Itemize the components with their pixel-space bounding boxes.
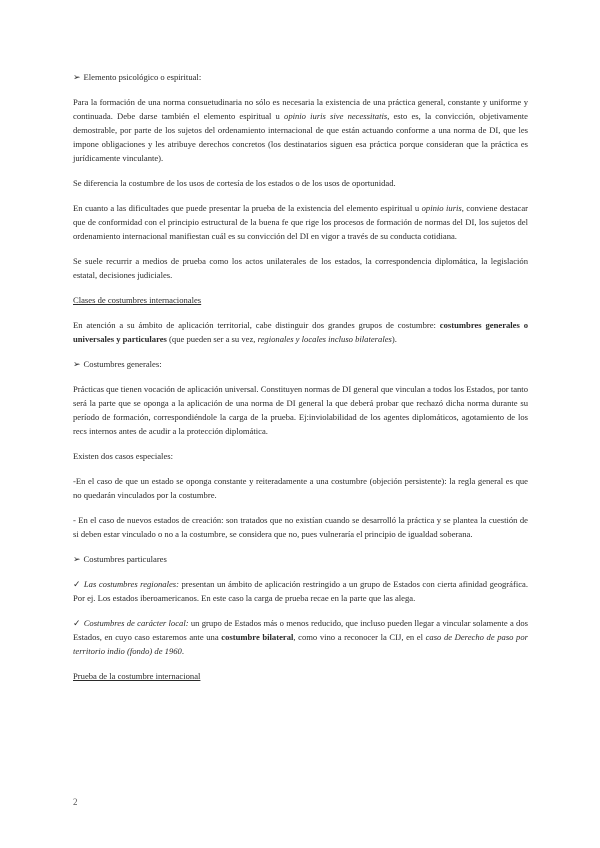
checkmark-icon: ✓	[73, 618, 81, 628]
arrow-bullet-icon: ➢	[73, 72, 81, 82]
document-body	[73, 70, 528, 694]
paragraph: -En el caso de que un estado se oponga constante y reiteradamente a una costumbre (objeción persistente): la regla general es que no quedarán vinculados por la costumbre.	[73, 476, 528, 500]
checkmark-icon: ✓	[73, 579, 81, 589]
arrow-bullet-icon: ➢	[73, 359, 81, 369]
heading-costumbres-particulares: ➢ Costumbres particulares	[73, 554, 167, 564]
paragraph: ✓ Las costumbres regionales: presentan un ámbito de aplicación restringido a un grupo de Estados con cierta afinidad geográfica. Por ej. Los estados iberoamericanos. En este caso la carga de prueba recae en la parte que las alega.	[73, 579, 529, 603]
paragraph: Para la formación de una norma consuetudinaria no sólo es necesaria la existencia de una práctica general, constante y uniforme y continuada. Debe darse también el elemento espiritual u opinio iuris sive necessitatis, esto es, la convicción, objetivamente demostrable, por parte de los sujetos del ordenamiento internacional de que están actuando conforme a una norma de DI, que les impone obligaciones y les atribuye derechos concretos (los destinatarios siguen esa práctica porque consideran que la práctica es jurídicamente vinculante).	[73, 97, 528, 163]
paragraph: En cuanto a las dificultades que puede presentar la prueba de la existencia del elemento espiritual u opinio iuris, conviene destacar que de conformidad con el principio estructural de la buena fe que rige los procesos de formación de normas del DI, los sujetos del ordenamiento internacional manifiestan cuál es su convicción del DI en vigor a través de su conducta cotidiana.	[73, 203, 529, 241]
paragraph: Se suele recurrir a medios de prueba como los actos unilaterales de los estados, la correspondencia diplomática, la legislación estatal, decisiones judiciales.	[73, 256, 528, 280]
paragraph: - En el caso de nuevos estados de creación: son tratados que no existían cuando se desarrolló la práctica y se plantea la cuestión de si deben estar vinculado o no a la costumbre, se considera que no, pues vulneraría el principio de igualdad soberana.	[73, 515, 528, 539]
paragraph: En atención a su ámbito de aplicación territorial, cabe distinguir dos grandes grupos de costumbre: costumbres generales o universales y particulares (que pueden ser a su vez, regionales y locales incluso bilaterales).	[73, 320, 528, 344]
heading-clases-costumbres: Clases de costumbres internacionales	[73, 295, 202, 305]
heading-costumbres-generales: ➢ Costumbres generales:	[73, 359, 162, 369]
paragraph: ✓ Costumbres de carácter local: un grupo de Estados más o menos reducido, que incluso pueden llegar a vincular solamente a dos Estados, en cuyo caso estaremos ante una costumbre bilateral, como vino a reconocer la CIJ, en el caso de Derecho de paso por territorio indio (fondo) de 1960.	[73, 618, 528, 656]
paragraph: Existen dos casos especiales:	[73, 451, 173, 461]
heading-prueba-costumbre: Prueba de la costumbre internacional	[73, 671, 201, 681]
arrow-bullet-icon: ➢	[73, 554, 81, 564]
paragraph: Se diferencia la costumbre de los usos de cortesía de los estados o de los usos de oportunidad.	[73, 178, 396, 188]
page-number: 2	[73, 797, 78, 807]
paragraph: Prácticas que tienen vocación de aplicación universal. Constituyen normas de DI general que vinculan a todos los Estados, por tanto será la parte que se oponga a la aplicación de una norma de DI general la que deberá probar que rechazó dicha norma durante su período de formación, correspondiéndole la carga de la prueba. Ej:inviolabilidad de los agentes diplomáticos, agotamiento de los recs internos antes de acudir a la protección diplomática.	[73, 384, 528, 436]
heading-elemento-psicologico: ➢ Elemento psicológico o espiritual:	[73, 72, 202, 82]
